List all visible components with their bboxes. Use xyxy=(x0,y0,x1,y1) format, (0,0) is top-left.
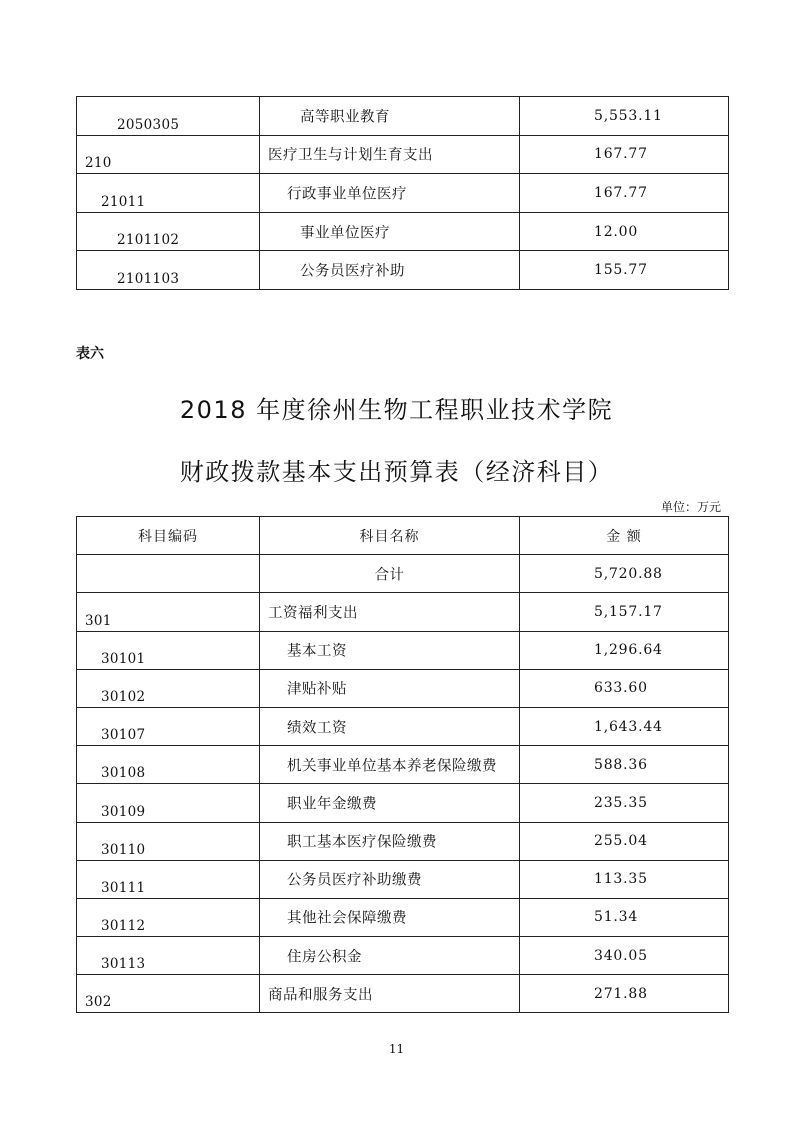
row-amount: 255.04 xyxy=(594,833,648,850)
row-name-cell xyxy=(260,593,520,631)
row-amount: 155.77 xyxy=(594,262,648,279)
header-code: 科目编码 xyxy=(77,517,260,555)
row-name: 工资福利支出 xyxy=(268,605,358,622)
table-row xyxy=(77,631,729,669)
row-code: 301 xyxy=(85,612,112,629)
row-code: 2101102 xyxy=(117,232,180,249)
row-name: 公务员医疗补助缴费 xyxy=(287,872,422,889)
row-code: 30111 xyxy=(101,879,146,896)
row-name-cell xyxy=(260,631,520,669)
row-name: 职业年金缴费 xyxy=(287,796,377,813)
row-name: 医疗卫生与计划生育支出 xyxy=(268,147,433,164)
row-amount-cell xyxy=(520,251,729,290)
row-amount-cell xyxy=(520,593,729,631)
row-code-cell xyxy=(77,212,260,251)
table-row xyxy=(77,860,729,898)
row-amount: 235.35 xyxy=(594,794,648,811)
row-amount: 271.88 xyxy=(594,985,648,1002)
row-name-cell xyxy=(260,97,520,136)
row-amount: 113.35 xyxy=(594,871,648,888)
total-row xyxy=(77,555,729,593)
row-code-cell xyxy=(77,669,260,707)
table-row xyxy=(77,898,729,936)
row-name: 商品和服务支出 xyxy=(268,987,373,1004)
total-name-cell xyxy=(260,555,520,593)
row-amount-cell xyxy=(520,860,729,898)
table-label: 表六 xyxy=(76,346,104,362)
row-code: 210 xyxy=(85,155,112,172)
row-code-cell xyxy=(77,135,260,174)
row-code-cell xyxy=(77,860,260,898)
row-code-cell xyxy=(77,937,260,975)
row-name-cell xyxy=(260,860,520,898)
table-row xyxy=(77,975,729,1013)
table-row xyxy=(77,707,729,745)
row-code: 21011 xyxy=(101,193,146,210)
row-amount-cell xyxy=(520,898,729,936)
row-amount: 1,296.64 xyxy=(594,642,663,659)
row-name-cell xyxy=(260,784,520,822)
table-row xyxy=(77,135,729,174)
row-name: 住房公积金 xyxy=(287,949,362,966)
row-name: 职工基本医疗保险缴费 xyxy=(287,834,437,851)
row-code-cell xyxy=(77,631,260,669)
row-code: 302 xyxy=(85,994,112,1011)
total-code-cell xyxy=(77,555,260,593)
table-row xyxy=(77,822,729,860)
row-amount: 167.77 xyxy=(594,184,648,201)
unit-label: 单位：万元 xyxy=(660,500,721,514)
row-code: 30102 xyxy=(101,688,146,705)
budget-table-continued-body xyxy=(77,97,729,290)
row-amount-cell xyxy=(520,822,729,860)
row-amount: 1,643.44 xyxy=(594,718,663,735)
row-code: 30110 xyxy=(101,841,146,858)
row-name-cell xyxy=(260,898,520,936)
row-amount: 5,157.17 xyxy=(594,603,663,620)
table-row xyxy=(77,212,729,251)
row-name-cell xyxy=(260,135,520,174)
row-code: 2101103 xyxy=(117,270,180,287)
row-amount-cell xyxy=(520,975,729,1013)
row-name: 基本工资 xyxy=(287,643,347,660)
page-title-line2: 财政拨款基本支出预算表（经济科目） xyxy=(179,458,614,486)
row-amount: 588.36 xyxy=(594,756,648,773)
table-row xyxy=(77,174,729,213)
row-name-cell xyxy=(260,212,520,251)
header-amount: 金 额 xyxy=(520,517,729,555)
budget-table-continued xyxy=(76,96,729,290)
row-name-cell xyxy=(260,707,520,745)
row-code: 30113 xyxy=(101,956,146,973)
row-name: 机关事业单位基本养老保险缴费 xyxy=(287,758,497,775)
row-name: 事业单位医疗 xyxy=(300,225,390,242)
row-name: 其他社会保障缴费 xyxy=(287,910,407,927)
table-row xyxy=(77,784,729,822)
row-name-cell xyxy=(260,251,520,290)
table-row xyxy=(77,937,729,975)
row-name-cell xyxy=(260,822,520,860)
table-row xyxy=(77,97,729,136)
row-code-cell xyxy=(77,707,260,745)
row-code-cell xyxy=(77,251,260,290)
row-code: 30112 xyxy=(101,918,146,935)
row-code: 30108 xyxy=(101,765,146,782)
row-name-cell xyxy=(260,669,520,707)
header-name: 科目名称 xyxy=(260,517,520,555)
row-code-cell xyxy=(77,975,260,1013)
economic-budget-table xyxy=(76,516,729,1013)
row-code-cell xyxy=(77,746,260,784)
row-name-cell xyxy=(260,746,520,784)
row-amount-cell xyxy=(520,135,729,174)
row-code-cell xyxy=(77,593,260,631)
row-code-cell xyxy=(77,97,260,136)
row-code: 30101 xyxy=(101,650,146,667)
row-amount-cell xyxy=(520,707,729,745)
row-amount-cell xyxy=(520,631,729,669)
total-name: 合计 xyxy=(374,567,405,584)
row-code-cell xyxy=(77,174,260,213)
table-row xyxy=(77,593,729,631)
row-amount-cell xyxy=(520,97,729,136)
row-amount-cell xyxy=(520,746,729,784)
row-amount: 340.05 xyxy=(594,947,648,964)
row-amount: 633.60 xyxy=(594,680,648,697)
row-amount: 167.77 xyxy=(594,146,648,163)
row-amount-cell xyxy=(520,174,729,213)
economic-budget-table-body xyxy=(77,555,729,1013)
row-amount: 51.34 xyxy=(594,909,639,926)
table-row xyxy=(77,251,729,290)
row-code-cell xyxy=(77,822,260,860)
table-header-row xyxy=(77,517,729,555)
row-name-cell xyxy=(260,975,520,1013)
page-title-line1: 2018 年度徐州生物工程职业技术学院 xyxy=(179,396,614,424)
row-code: 30107 xyxy=(101,727,146,744)
row-code: 30109 xyxy=(101,803,146,820)
row-amount-cell xyxy=(520,784,729,822)
row-code: 2050305 xyxy=(117,116,180,133)
row-name: 津贴补贴 xyxy=(287,681,347,698)
row-amount: 5,553.11 xyxy=(594,107,663,124)
row-name: 绩效工资 xyxy=(287,720,347,737)
row-code-cell xyxy=(77,898,260,936)
row-name-cell xyxy=(260,937,520,975)
total-amount: 5,720.88 xyxy=(594,565,663,582)
row-name: 行政事业单位医疗 xyxy=(287,186,407,203)
table-row xyxy=(77,746,729,784)
row-code-cell xyxy=(77,784,260,822)
row-name: 高等职业教育 xyxy=(300,109,390,126)
row-name-cell xyxy=(260,174,520,213)
row-amount-cell xyxy=(520,937,729,975)
row-amount-cell xyxy=(520,669,729,707)
table-row xyxy=(77,669,729,707)
page-number: 11 xyxy=(388,1042,405,1056)
total-amount-cell xyxy=(520,555,729,593)
row-amount-cell xyxy=(520,212,729,251)
row-name: 公务员医疗补助 xyxy=(300,263,405,280)
row-amount: 12.00 xyxy=(594,223,639,240)
